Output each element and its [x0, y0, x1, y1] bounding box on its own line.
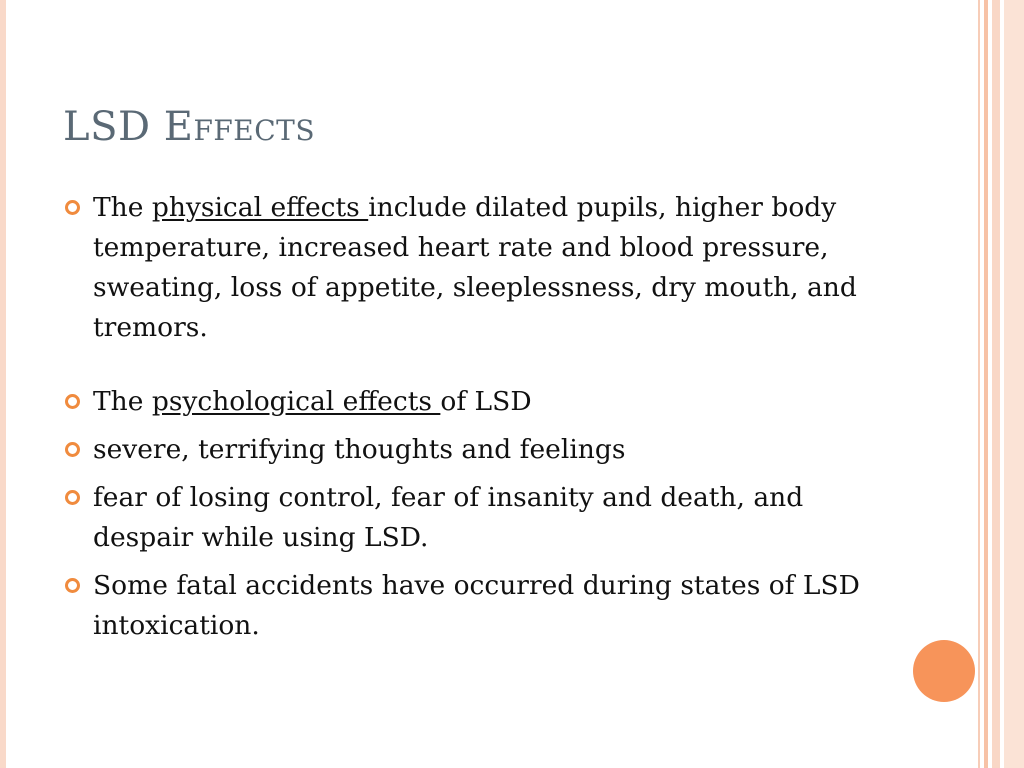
slide-title: LSD Effects [63, 104, 316, 150]
bullet-circle-icon [65, 578, 80, 593]
right-border-stripe [978, 0, 980, 768]
bullet-item-physical-effects [64, 188, 884, 348]
right-border-stripe [984, 0, 988, 768]
bullet-item-psychological-effects [64, 382, 884, 422]
bullet-circle-icon [65, 394, 80, 409]
underlined-term: psychological effects [151, 386, 441, 417]
bullet-text: include dilated pupils, higher body temperature, increased heart rate and blood pressure, sweating, loss of appetite, sleeplessness, dry mouth, and tremors. [93, 192, 857, 343]
right-border-stripe [992, 0, 1000, 768]
bullet-text-prefix: The [93, 192, 152, 223]
left-border-stripe [0, 0, 6, 768]
bullet-item-fatal-accidents [64, 566, 884, 646]
bullet-text: fear of losing control, fear of insanity and death, and despair while using LSD. [93, 482, 804, 553]
decorative-orange-circle [913, 640, 975, 702]
bullet-list [64, 188, 884, 654]
underlined-term: physical effects [151, 192, 369, 223]
bullet-item-terrifying-thoughts [64, 430, 884, 470]
right-border-stripe [1004, 0, 1024, 768]
bullet-circle-icon [65, 442, 80, 457]
bullet-circle-icon [65, 490, 80, 505]
bullet-circle-icon [65, 200, 80, 215]
bullet-item-fear [64, 478, 884, 558]
bullet-text: severe, terrifying thoughts and feelings [93, 434, 626, 465]
bullet-text: of LSD [440, 386, 532, 417]
bullet-text-prefix: The [93, 386, 152, 417]
bullet-text: Some fatal accidents have occurred during states of LSD intoxication. [93, 570, 860, 641]
